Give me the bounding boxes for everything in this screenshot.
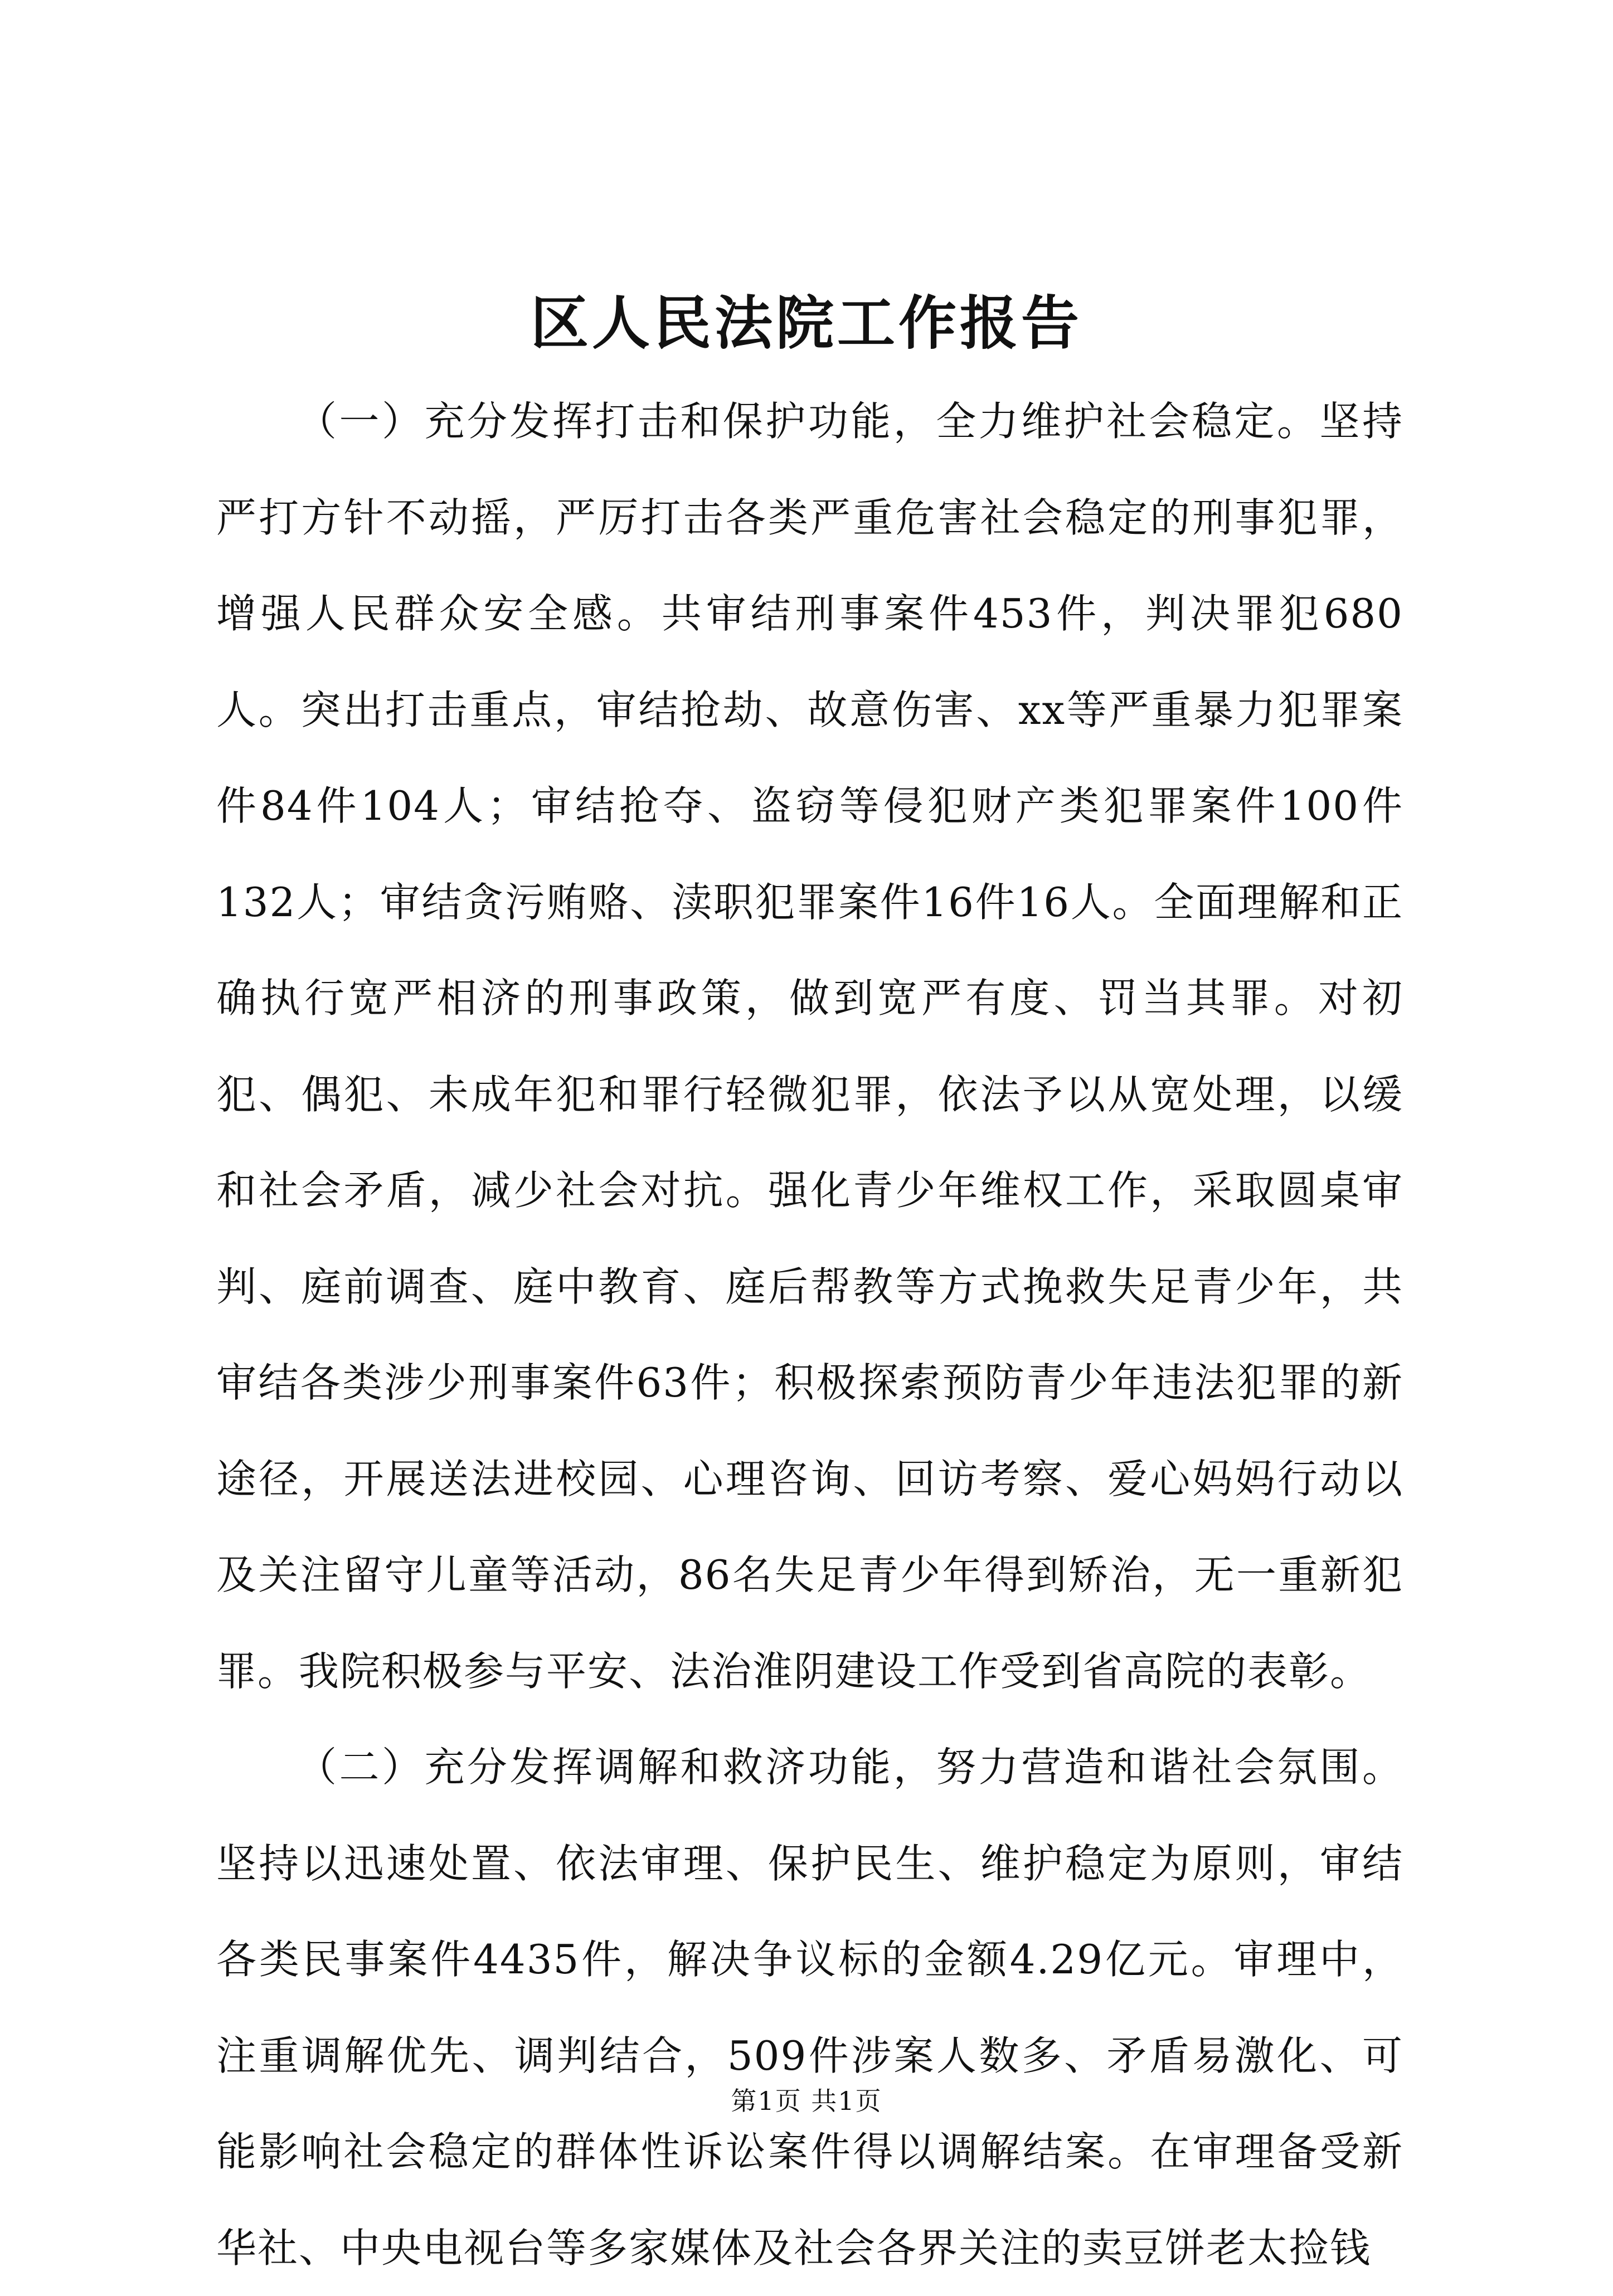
paragraph-1: （一）充分发挥打击和保护功能，全力维护社会稳定。坚持严打方针不动摇，严厉打击各类严重危害社会稳定的刑事犯罪，增强人民群众安全感。共审结刑事案件453件，判决罪犯680人。突出打击重点，审结抢劫、故意伤害、xx等严重暴力犯罪案件84件104人；审结抢夺、盗窃等侵犯财产类犯罪案件100件132人；审结贪污贿赂、渎职犯罪案件16件16人。全面理解和正确执行宽严相济的刑事政策，做到宽严有度、罚当其罪。对初犯、偶犯、未成年犯和罪行轻微犯罪，依法予以从宽处理，以缓和社会矛盾，减少社会对抗。强化青少年维权工作，采取圆桌审判、庭前调查、庭中教育、庭后帮教等方式挽救失足青少年，共审结各类涉少刑事案件63件；积极探索预防青少年违法犯罪的新途径，开展送法进校园、心理咨询、回访考察、爱心妈妈行动以及关注留守儿童等活动，86名失足青少年得到矫治，无一重新犯罪。我院积极参与平安、法治淮阴建设工作受到省高院的表彰。 <box>216 398 1403 1695</box>
document-title: 区人民法院工作报告 <box>530 289 1082 357</box>
document-body <box>216 373 1403 2296</box>
page-footer: 第1页 共1页 <box>731 2086 882 2116</box>
paragraph-2: （二）充分发挥调解和救济功能，努力营造和谐社会氛围。坚持以迅速处置、依法审理、保护民生、维护稳定为原则，审结各类民事案件4435件，解决争议标的金额4.29亿元。审理中，注重调解优先、调判结合，509件涉案人数多、矛盾易激化、可能影响社会稳定的群体性诉讼案件得以调解结案。在审理备受新华社、中央电视台等多家媒体及社会各界关注的卖豆饼老太捡钱 <box>216 1744 1403 2271</box>
